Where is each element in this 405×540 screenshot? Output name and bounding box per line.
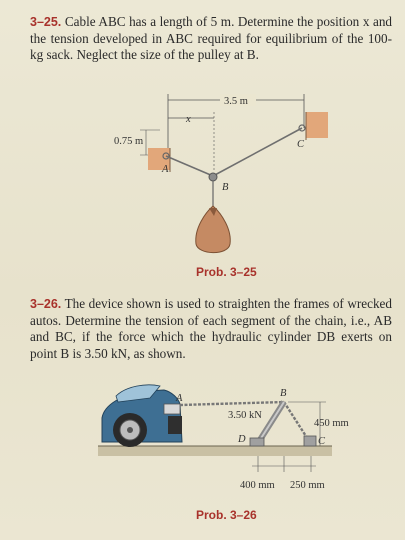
point-b-label: B [280, 388, 287, 399]
x-label: x [186, 114, 191, 125]
height-dim-label: 450 mm [314, 418, 349, 429]
problem-text: The device shown is used to straighten the frames of wrecked autos. Determine the tension of each segment of the chain, i.e., AB and BC, if the force which the hydraulic cylinder DB exerts on point B is 3.50 kN, as shown. [30, 296, 393, 361]
car-grille [168, 416, 182, 434]
problem-text: Cable ABC has a length of 5 m. Determine the position x and the tension developed in ABC required for equilibrium of the 100-kg sack. Neglect the size of the pulley at B. [30, 14, 393, 62]
anchor-c [304, 436, 316, 446]
dim-right-label: 250 mm [290, 480, 325, 491]
span-label: 3.5 m [224, 96, 248, 107]
problem-number: 3–25. [30, 15, 62, 29]
point-d-label: D [238, 434, 246, 445]
figure-caption: Prob. 3–26 [196, 508, 257, 522]
point-a-label: A [176, 393, 183, 404]
point-a-label: A [162, 164, 169, 175]
car-headlight [164, 404, 180, 414]
point-c-label: C [297, 139, 305, 150]
point-b-label: B [222, 182, 229, 193]
point-c-label: C [318, 436, 326, 447]
problem-number: 3–26. [30, 297, 62, 311]
height-label: 0.75 m [114, 136, 144, 147]
dim-left-label: 400 mm [240, 480, 275, 491]
chain-ab [180, 402, 284, 405]
force-label: 3.50 kN [228, 410, 262, 421]
figure-caption: Prob. 3–25 [196, 265, 257, 279]
ground [98, 446, 332, 456]
